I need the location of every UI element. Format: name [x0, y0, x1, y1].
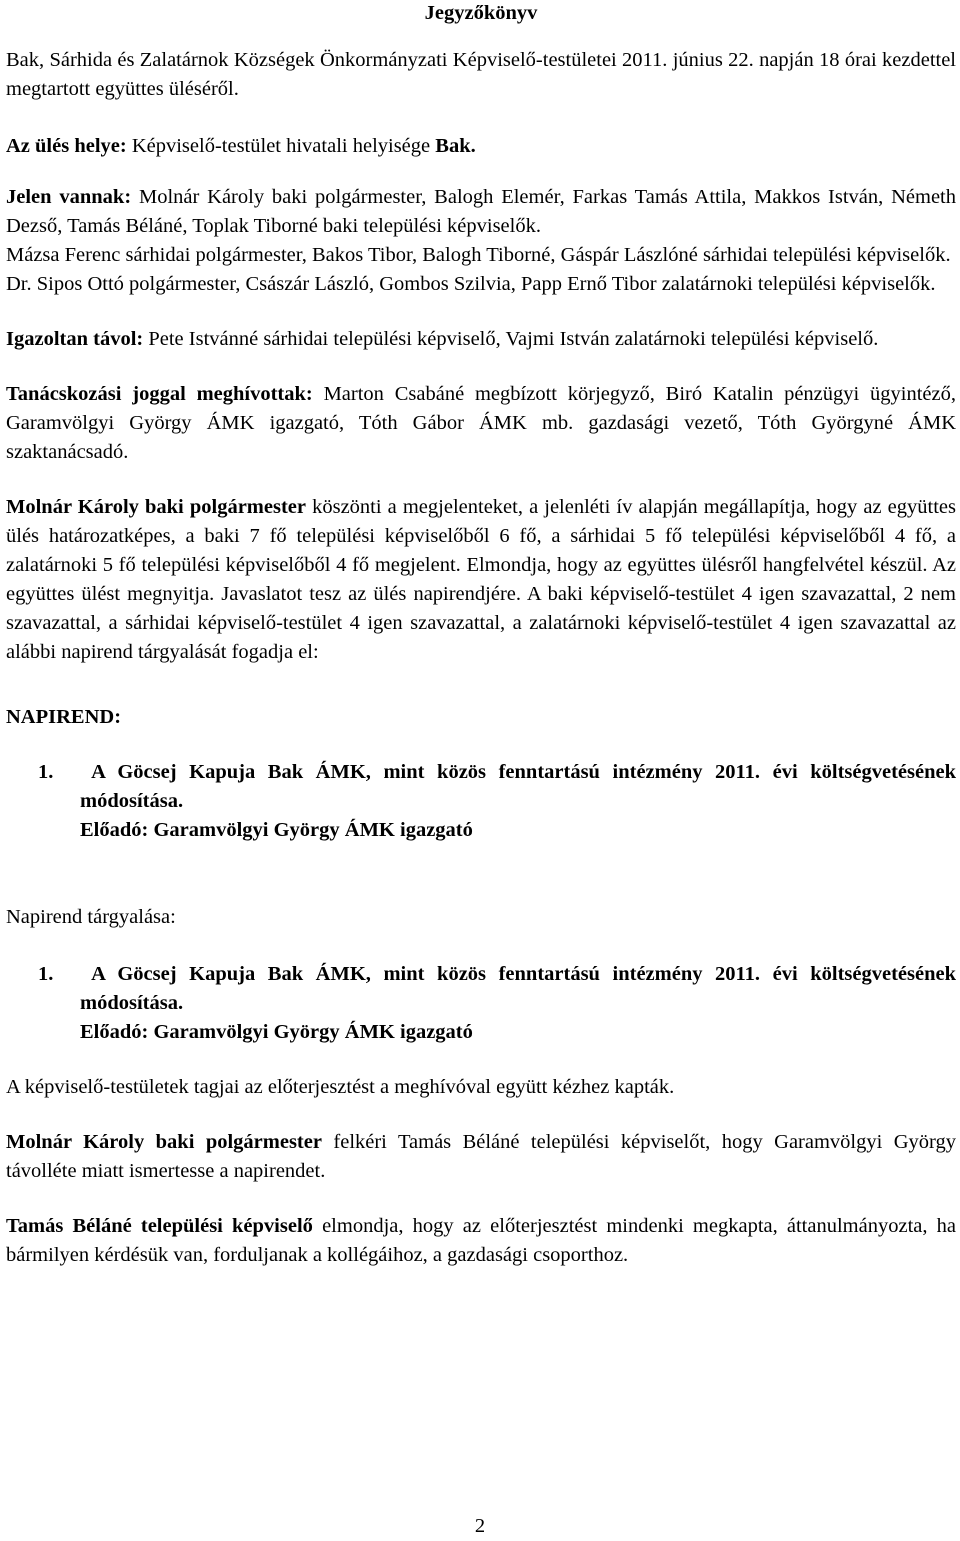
- agenda-item: [6, 758, 956, 816]
- present-zalatarnok: Dr. Sipos Ottó polgármester, Császár László, Gombos Szilvia, Papp Ernő Tibor zalatárnoki települési képviselők.: [6, 273, 936, 295]
- location-place: Bak.: [435, 135, 476, 157]
- absent-text: Pete Istvánné sárhidai települési képviselő, Vajmi István zalatárnoki települési képviselő.: [148, 328, 879, 350]
- invited-paragraph: [6, 380, 956, 467]
- document-title: Jegyzőkönyv: [424, 2, 538, 24]
- present-paragraph: [6, 183, 956, 241]
- discussion-note: A képviselő-testületek tagjai az előterjesztést a meghívóval együtt kézhez kapták.: [6, 1076, 675, 1098]
- discussion-heading: Napirend tárgyalása:: [6, 906, 176, 928]
- agenda-heading: NAPIREND:: [6, 706, 122, 728]
- page-number: 2: [474, 1515, 486, 1537]
- present-label: Jelen vannak:: [6, 186, 132, 208]
- statement1-text: felkéri Tamás Béláné települési képviselőt, hogy Garamvölgyi György távolléte miatt ismertesse a napirendet.: [6, 1131, 957, 1182]
- statement2-speaker: Tamás Béláné települési képviselő: [6, 1215, 313, 1237]
- opening-paragraph: [6, 493, 956, 667]
- discussion-item-number: 1.: [38, 963, 54, 985]
- absent-label: Igazoltan távol:: [6, 328, 144, 350]
- present-bak: Molnár Károly baki polgármester, Balogh Elemér, Farkas Tamás Attila, Makkos István, Németh Dezső, Tamás Béláné, Toplak Tiborné baki települési képviselők.: [6, 186, 956, 237]
- statement1-speaker: Molnár Károly baki polgármester: [6, 1131, 322, 1153]
- opening-speaker: Molnár Károly baki polgármester: [6, 496, 306, 518]
- intro-paragraph: Bak, Sárhida és Zalatárnok Községek Önkormányzati Képviselő-testületei 2011. június 22. napján 18 órai kezdettel megtartott együttes üléséről.: [6, 49, 956, 100]
- location-text: Képviselő-testület hivatali helyisége: [131, 135, 431, 157]
- invited-label: Tanácskozási joggal meghívottak:: [6, 383, 313, 405]
- statement1-paragraph: [6, 1128, 956, 1186]
- invited-text: Marton Csabáné megbízott körjegyző, Biró Katalin pénzügyi ügyintéző, Garamvölgyi György ÁMK igazgató, Tóth Gábor ÁMK mb. gazdasági vezető, Tóth Györgyné ÁMK szaktanácsadó.: [6, 383, 957, 463]
- agenda-item-number: 1.: [38, 761, 54, 783]
- present-sarhida: Mázsa Ferenc sárhidai polgármester, Bakos Tibor, Balogh Tiborné, Gáspár Lászlóné sárhidai települési képviselők.: [6, 244, 951, 266]
- statement2-paragraph: [6, 1212, 956, 1270]
- absent-paragraph: [6, 325, 956, 354]
- agenda-item-title: A Göcsej Kapuja Bak ÁMK, mint közös fenntartású intézmény 2011. évi költségvetésének módosítása.: [80, 761, 957, 812]
- location-paragraph: [6, 132, 956, 161]
- discussion-item-presenter: Előadó: Garamvölgyi György ÁMK igazgató: [80, 1021, 473, 1043]
- location-label: Az ülés helye:: [6, 135, 127, 157]
- opening-text: köszönti a megjelenteket, a jelenléti ív alapján megállapítja, hogy az együttes ülés határozatképes, a baki 7 fő települési képviselőből 6 fő, a sárhidai 5 fő települési képviselőből 4 fő, a zalatárnoki 5 fő települési képviselőből 4 fő megjelent. Elmondja, hogy az együttes ülésről hangfelvétel készül. Az együttes ülést megnyitja. Javaslatot tesz az ülés napirendjére. A baki képviselő-testület 4 igen szavazattal, 2 nem szavazattal, a sárhidai képviselő-testület 4 igen szavazattal, a zalatárnoki képviselő-testület 4 igen szavazattal az alábbi napirend tárgyalását fogadja el:: [6, 496, 956, 663]
- document-page: [6, 0, 956, 1270]
- statement2-text: elmondja, hogy az előterjesztést mindenki megkapta, áttanulmányozta, ha bármilyen kérdésük van, forduljanak a kollégáihoz, a gazdasági csoporthoz.: [6, 1215, 956, 1266]
- discussion-item-title: A Göcsej Kapuja Bak ÁMK, mint közös fenntartású intézmény 2011. évi költségvetésének módosítása.: [80, 963, 957, 1014]
- discussion-item: [6, 960, 956, 1018]
- agenda-item-presenter: Előadó: Garamvölgyi György ÁMK igazgató: [80, 819, 473, 841]
